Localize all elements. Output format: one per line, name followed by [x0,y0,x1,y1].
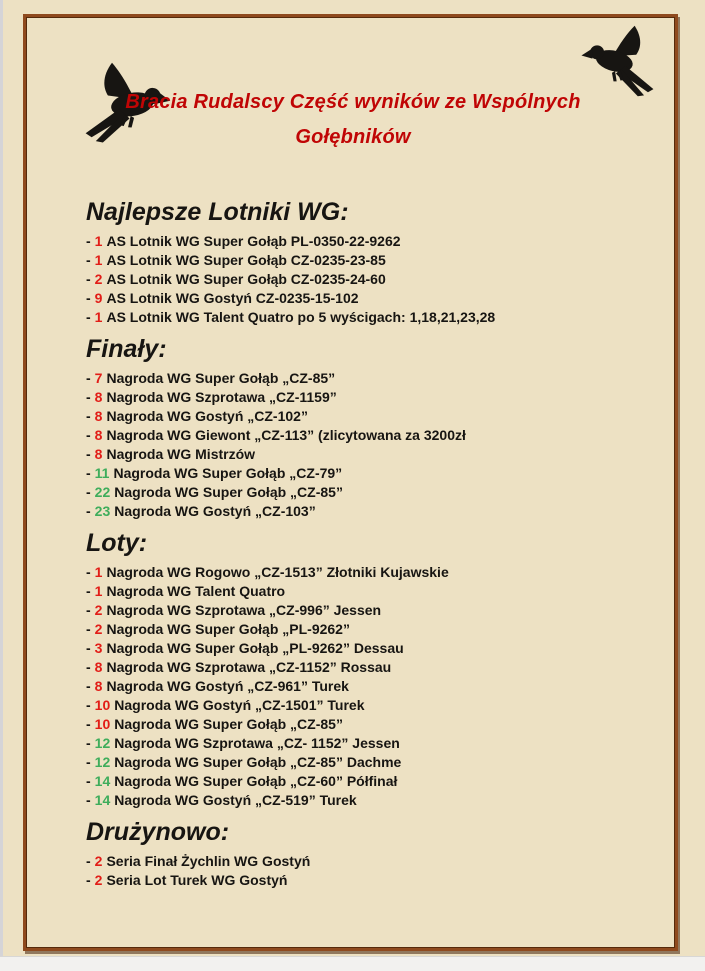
item-bullet: - [86,465,91,481]
result-item [86,407,647,426]
item-bullet: - [86,583,91,599]
item-text: AS Lotnik WG Super Gołąb CZ-0235-24-60 [106,271,386,287]
result-item [86,753,647,772]
section-heading: Drużynowo: [86,818,230,846]
item-bullet: - [86,602,91,618]
item-bullet: - [86,427,91,443]
item-number: 1 [94,233,103,249]
item-text: Seria Lot Turek WG Gostyń [106,872,288,888]
viewer-left-edge [0,0,3,956]
result-item [86,601,647,620]
item-number: 22 [94,484,111,500]
item-number: 8 [94,389,103,405]
item-number: 1 [94,583,103,599]
item-bullet: - [86,872,91,888]
item-bullet: - [86,754,91,770]
section-heading: Najlepsze Lotniki WG: [86,198,349,226]
item-text: Nagroda WG Szprotawa „CZ- 1152” Jessen [114,735,400,751]
item-number: 2 [94,271,103,287]
item-bullet: - [86,389,91,405]
item-text: Nagroda WG Gostyń „CZ-1501” Turek [114,697,365,713]
section-items [86,232,647,327]
item-text: Nagroda WG Super Gołąb „CZ-85” [114,716,343,732]
item-bullet: - [86,446,91,462]
item-number: 1 [94,252,103,268]
result-item [86,270,647,289]
item-number: 3 [94,640,103,656]
section-items [86,369,647,521]
item-text: AS Lotnik WG Gostyń CZ-0235-15-102 [106,290,359,306]
decorative-frame [23,14,678,951]
result-item [86,639,647,658]
item-text: Nagroda WG Szprotawa „CZ-996” Jessen [106,602,382,618]
item-text: Nagroda WG Mistrzów [106,446,256,462]
item-text: Nagroda WG Super Gołąb „CZ-79” [113,465,343,481]
item-text: Nagroda WG Super Gołąb „PL-9262” [106,621,350,637]
item-text: AS Lotnik WG Super Gołąb PL-0350-22-9262 [106,233,401,249]
item-number: 2 [94,621,103,637]
item-bullet: - [86,271,91,287]
item-text: Nagroda WG Szprotawa „CZ-1159” [106,389,337,405]
result-item [86,563,647,582]
item-text: Nagroda WG Talent Quatro [106,583,286,599]
item-bullet: - [86,853,91,869]
item-bullet: - [86,621,91,637]
item-number: 8 [94,446,103,462]
result-item [86,483,647,502]
result-item [86,791,647,810]
result-section [86,528,647,810]
item-number: 7 [94,370,103,386]
result-item [86,502,647,521]
section-items [86,852,647,890]
item-number: 2 [94,853,103,869]
result-section [86,334,647,521]
item-bullet: - [86,309,91,325]
result-item [86,677,647,696]
item-bullet: - [86,408,91,424]
item-number: 9 [94,290,103,306]
section-heading: Loty: [86,529,148,557]
item-text: Nagroda WG Super Gołąb „CZ-85” Dachme [114,754,402,770]
item-text: Seria Finał Żychlin WG Gostyń [106,853,311,869]
result-section [86,817,647,890]
item-bullet: - [86,564,91,580]
item-bullet: - [86,370,91,386]
item-number: 2 [94,872,103,888]
item-number: 11 [94,465,110,481]
item-text: Nagroda WG Gostyń „CZ-961” Turek [106,678,349,694]
result-item [86,426,647,445]
result-section [86,197,647,327]
item-text: Nagroda WG Super Gołąb „CZ-85” [106,370,336,386]
result-item [86,445,647,464]
item-text: Nagroda WG Szprotawa „CZ-1152” Rossau [106,659,392,675]
result-item [86,251,647,270]
item-bullet: - [86,678,91,694]
result-item [86,852,647,871]
item-text: Nagroda WG Gostyń „CZ-102” [106,408,308,424]
item-number: 23 [94,503,111,519]
item-number: 14 [94,792,111,808]
item-bullet: - [86,697,91,713]
result-item [86,582,647,601]
item-bullet: - [86,233,91,249]
item-text: AS Lotnik WG Super Gołąb CZ-0235-23-85 [106,252,386,268]
result-item [86,658,647,677]
item-number: 8 [94,678,103,694]
item-text: AS Lotnik WG Talent Quatro po 5 wyścigach: 1,18,21,23,28 [106,309,496,325]
item-bullet: - [86,484,91,500]
item-number: 2 [94,602,103,618]
result-item [86,871,647,890]
item-text: Nagroda WG Super Gołąb „PL-9262” Dessau [106,640,404,656]
result-item [86,734,647,753]
item-text: Nagroda WG Super Gołąb „CZ-85” [114,484,343,500]
item-number: 1 [94,564,103,580]
result-item [86,464,647,483]
item-bullet: - [86,792,91,808]
item-bullet: - [86,290,91,306]
item-bullet: - [86,640,91,656]
result-item [86,772,647,791]
item-text: Nagroda WG Super Gołąb „CZ-60” Półfinał [114,773,398,789]
result-item [86,232,647,251]
section-heading: Finały: [86,335,167,363]
page-title: Bracia Rudalscy Część wyników ze Wspólnych Gołębników [125,91,581,148]
item-number: 14 [94,773,111,789]
result-item [86,388,647,407]
item-number: 10 [94,697,111,713]
item-bullet: - [86,252,91,268]
item-number: 8 [94,659,103,675]
item-text: Nagroda WG Rogowo „CZ-1513” Złotniki Kujawskie [106,564,449,580]
result-item [86,289,647,308]
result-item [86,696,647,715]
item-text: Nagroda WG Giewont „CZ-113” (zlicytowana za 3200zł [106,427,466,443]
item-number: 12 [94,754,111,770]
item-text: Nagroda WG Gostyń „CZ-519” Turek [114,792,357,808]
result-item [86,308,647,327]
results-content [26,197,675,890]
item-bullet: - [86,773,91,789]
section-items [86,563,647,810]
result-item [86,369,647,388]
item-number: 10 [94,716,111,732]
result-item [86,620,647,639]
item-bullet: - [86,735,91,751]
item-number: 8 [94,408,103,424]
item-bullet: - [86,503,91,519]
item-text: Nagroda WG Gostyń „CZ-103” [114,503,316,519]
item-number: 8 [94,427,103,443]
page-end-strip [0,956,705,971]
item-number: 12 [94,735,111,751]
item-bullet: - [86,716,91,732]
page-header [26,17,675,197]
item-bullet: - [86,659,91,675]
result-item [86,715,647,734]
item-number: 1 [94,309,103,325]
